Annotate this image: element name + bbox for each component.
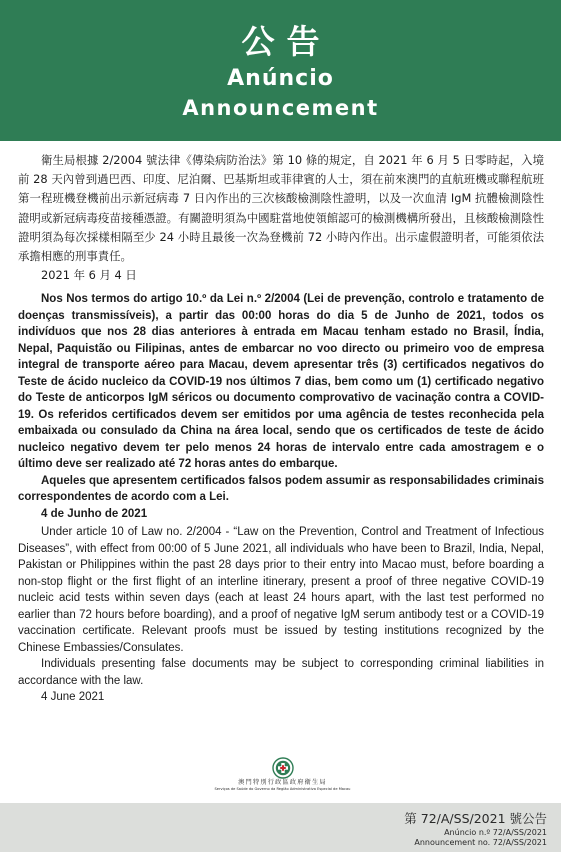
announcement-footer: [0, 803, 561, 852]
title-portuguese: Anúncio: [227, 66, 334, 91]
chinese-date: 2021 年 6 月 4 日: [41, 268, 137, 283]
reference-number-english: Announcement no. 72/A/SS/2021: [414, 838, 547, 847]
english-date: 4 June 2021: [41, 691, 105, 704]
reference-number-portuguese: Anúncio n.º 72/A/SS/2021: [444, 828, 547, 837]
title-english: Announcement: [182, 96, 379, 120]
reference-number-chinese: 第 72/A/SS/2021 號公告: [404, 811, 547, 826]
health-bureau-name-chinese: 澳門特別行政區政府衛生局: [238, 779, 327, 786]
portuguese-date: 4 de Junho de 2021: [41, 507, 148, 520]
health-bureau-emblem-icon: [271, 757, 295, 779]
announcement-header: [0, 0, 561, 141]
english-paragraph: Under article 10 of Law no. 2/2004 - “Law on the Prevention, Control and Treatment of Infectious Diseases”, with effect from 00:00 of 5 June 2021, all individuals who have been to Brazil, India, Nepal, Pakistan or Philippines within the past 28 days prior to their entry into Macao must, before boarding a non-stop flight or the first flight of an interline itinerary, present a proof of three negative COVID-19 nucleic acid tests within seven days (each at least 24 hours apart, with the last test performed no earlier than 72 hours before boarding), and a proof of negative IgM serum antibody test or a COVID-19 vaccination certificate. Relevant proofs must be issued by testing institutions recognized by the Chinese Embassies/Consulates.: [18, 526, 544, 654]
health-bureau-logo: [200, 757, 365, 799]
chinese-paragraph: 衛生局根據 2/2004 號法律《傳染病防治法》第 10 條的規定，自 2021 年 6 月 5 日零時起，入境前 28 天內曾到過巴西、印度、尼泊爾、巴基斯坦或菲律賓的人士，須在前來澳門的直航班機或聯程航班第一程班機登機前出示新冠病毒 7 日內作出的三次核酸檢測陰性證明，以及一次血清 IgM 抗體檢測陰性證明或新冠病毒疫苗接種憑證。有關證明須為中國駐當地使領館認可的檢測機構所發出，且核酸檢測陰性證明須為每次採樣相隔至少 24 小時且最後一次為登機前 72 小時內作出。出示虛假證明者，可能須依法承擔相應的刑事責任。: [18, 153, 544, 264]
english-paragraph-2: Individuals presenting false documents may be subject to corresponding criminal liabilities in accordance with the law.: [18, 658, 544, 687]
portuguese-paragraph-2: Aqueles que apresentem certificados falsos podem assumir as responsabilidades criminais correspondentes de acordo com a Lei.: [18, 474, 544, 504]
health-bureau-name-portuguese: Serviços de Saúde do Governo da Região Administrativa Especial de Macau: [214, 787, 351, 791]
title-chinese: 公告: [241, 22, 332, 61]
announcement-body: [18, 151, 544, 706]
portuguese-paragraph: Nos Nos termos do artigo 10.º da Lei n.º 2/2004 (Lei de prevenção, controlo e tratamento de doenças transmissíveis), a partir das 00:00 horas do dia 5 de Junho de 2021, todos os indivíduos que nos 28 dias anteriores à entrada em Macau tenham estado no Brasil, Índia, Nepal, Paquistão ou Filipinas, antes de embarcar no voo directo ou primeiro voo de empresa integral de transporte aéreo para Macau, devem apresentar três (3) certificados negativos do Teste de ácido nucleico da COVID-19 nos últimos 7 dias, bem como um (1) certificado negativo do Teste de anticorpos IgM séricos ou documento comprovativo de vacinação contra a COVID-19. Os referidos certificados devem ser emitidos por uma agência de testes reconhecida pela embaixada ou consulado da China na área local, sendo que os certificados de teste de ácido nucleico negativo devem ter pelo menos 24 horas de intervalo entre cada amostragem e o último deve ser realizado até 72 horas antes do embarque.: [18, 293, 544, 471]
